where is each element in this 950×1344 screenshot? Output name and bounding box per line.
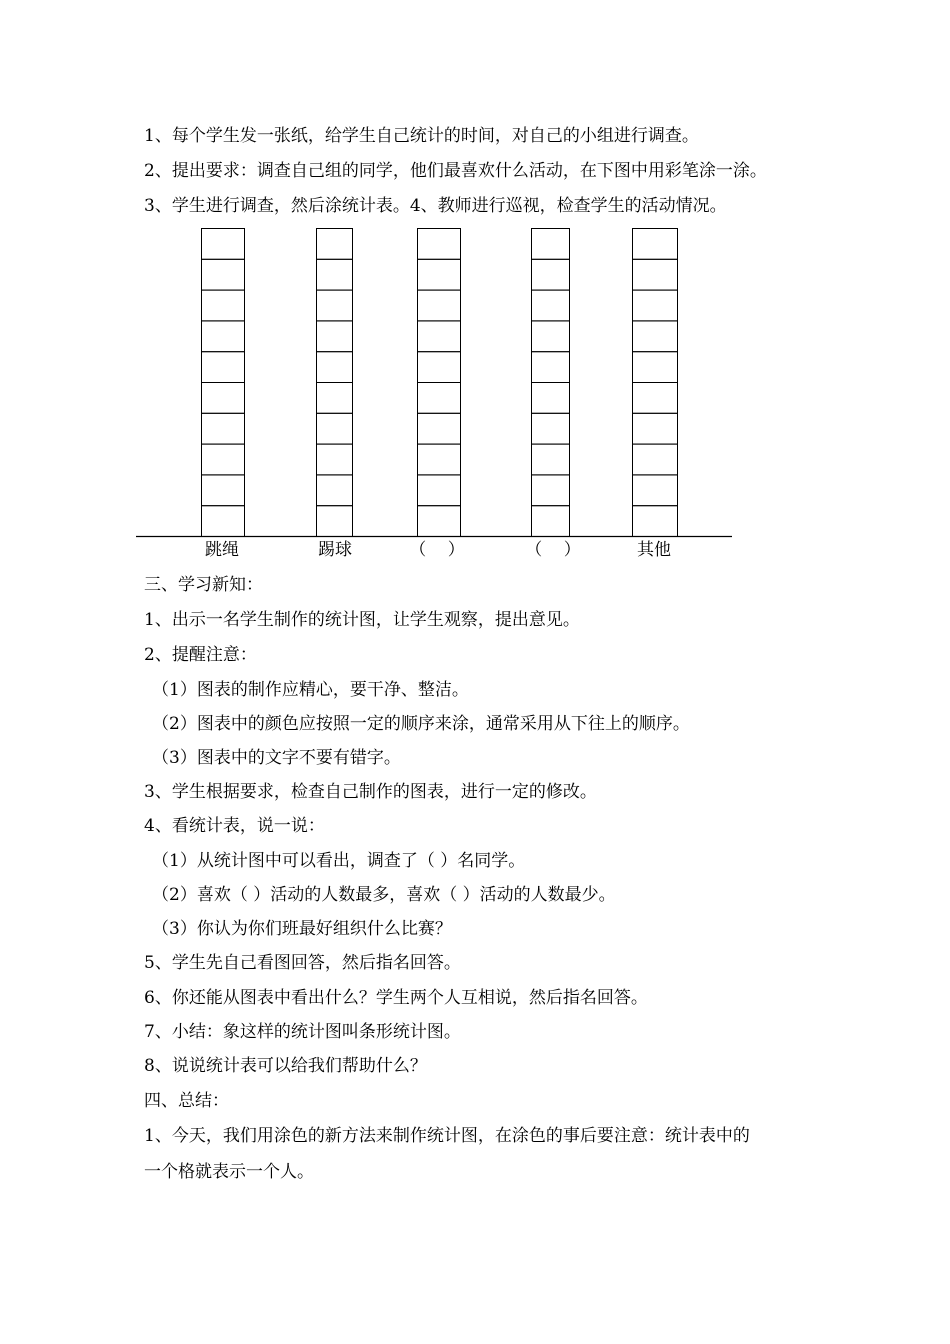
intro-line-2: 2、提出要求：调查自己组的同学，他们最喜欢什么活动，在下图中用彩笔涂一涂。: [144, 161, 767, 181]
chart-cell: [532, 475, 570, 506]
chart-cell: [317, 475, 353, 506]
chart-cell: [202, 290, 245, 321]
chart-column-1: [202, 229, 245, 537]
chart-cell: [317, 290, 353, 321]
chart-cell: [633, 229, 678, 260]
chart-column-5: [633, 229, 678, 537]
chart-cell: [633, 259, 678, 290]
chart-cell: [633, 475, 678, 506]
column-label-2: 踢球: [318, 540, 352, 560]
column-label-3: （ ）: [409, 540, 465, 560]
chart-cell: [532, 413, 570, 444]
chart-cell: [532, 229, 570, 260]
section3-item: （3）你认为你们班最好组织什么比赛？: [152, 919, 452, 939]
chart-cell: [633, 290, 678, 321]
section3-item: 6、你还能从图表中看出什么？学生两个人互相说，然后指名回答。: [144, 988, 648, 1008]
chart-cell: [532, 321, 570, 352]
chart-cell: [633, 383, 678, 414]
chart-cell: [418, 229, 461, 260]
section4-line: 1、今天，我们用涂色的新方法来制作统计图，在涂色的事后要注意：统计表中的: [144, 1126, 750, 1146]
chart-cell: [317, 229, 353, 260]
chart-cell: [532, 506, 570, 537]
section3-item: 4、看统计表，说一说：: [144, 816, 325, 836]
chart-cell: [418, 352, 461, 383]
chart-cell: [532, 444, 570, 475]
chart-cell: [202, 383, 245, 414]
chart-cell: [532, 383, 570, 414]
chart-cell: [418, 475, 461, 506]
column-label-4: （ ）: [525, 540, 581, 560]
section3-item: 2、提醒注意：: [144, 645, 257, 665]
section3-item: （1）从统计图中可以看出，调查了（ ）名同学。: [152, 851, 526, 871]
chart-cell: [418, 383, 461, 414]
chart-column-2: [317, 229, 353, 537]
chart-cell: [418, 321, 461, 352]
chart-cell: [202, 321, 245, 352]
chart-cell: [532, 352, 570, 383]
section3-item: （3）图表中的文字不要有错字。: [152, 748, 401, 768]
section3-item: 7、小结：象这样的统计图叫条形统计图。: [144, 1022, 461, 1042]
section3-item: （2）喜欢（ ）活动的人数最多，喜欢（ ）活动的人数最少。: [152, 885, 616, 905]
chart-cell: [202, 413, 245, 444]
chart-cell: [317, 444, 353, 475]
section3-item: 5、学生先自己看图回答，然后指名回答。: [144, 953, 461, 973]
section3-item: 3、学生根据要求，检查自己制作的图表，进行一定的修改。: [144, 782, 597, 802]
intro-line-1: 1、每个学生发一张纸，给学生自己统计的时间，对自己的小组进行调查。: [144, 126, 699, 146]
section3-item: 8、说说统计表可以给我们帮助什么？: [144, 1056, 427, 1076]
chart-cell: [418, 290, 461, 321]
chart-cell: [633, 321, 678, 352]
column-label-1: 跳绳: [205, 540, 239, 560]
chart-cell: [418, 259, 461, 290]
chart-cell: [317, 321, 353, 352]
column-label-5: 其他: [637, 540, 671, 560]
chart-cell: [418, 506, 461, 537]
chart-cell: [317, 413, 353, 444]
chart-cell: [633, 413, 678, 444]
section3-item: （2）图表中的颜色应按照一定的顺序来涂，通常采用从下往上的顺序。: [152, 714, 690, 734]
chart-cell: [317, 383, 353, 414]
chart-column-3: [418, 229, 461, 537]
chart-cell: [202, 259, 245, 290]
chart-cell: [202, 229, 245, 260]
chart-column-4: [532, 229, 570, 537]
chart-cell: [202, 506, 245, 537]
section3-item: 1、出示一名学生制作的统计图，让学生观察，提出意见。: [144, 610, 580, 630]
activity-bar-chart: [0, 0, 950, 600]
chart-cell: [202, 352, 245, 383]
section4-line: 一个格就表示一个人。: [144, 1162, 314, 1182]
chart-cell: [633, 352, 678, 383]
chart-cell: [317, 352, 353, 383]
chart-cell: [633, 444, 678, 475]
chart-cell: [202, 475, 245, 506]
chart-cell: [202, 444, 245, 475]
chart-cell: [532, 259, 570, 290]
intro-line-3: 3、学生进行调查，然后涂统计表。4、教师进行巡视，检查学生的活动情况。: [144, 196, 727, 216]
chart-cell: [532, 290, 570, 321]
section3-heading: 三、学习新知：: [144, 575, 263, 595]
section4-heading: 四、总结：: [144, 1091, 229, 1111]
chart-cell: [418, 444, 461, 475]
chart-cell: [317, 506, 353, 537]
chart-cell: [633, 506, 678, 537]
chart-cell: [317, 259, 353, 290]
section3-item: （1）图表的制作应精心，要干净、整洁。: [152, 680, 469, 700]
chart-cell: [418, 413, 461, 444]
